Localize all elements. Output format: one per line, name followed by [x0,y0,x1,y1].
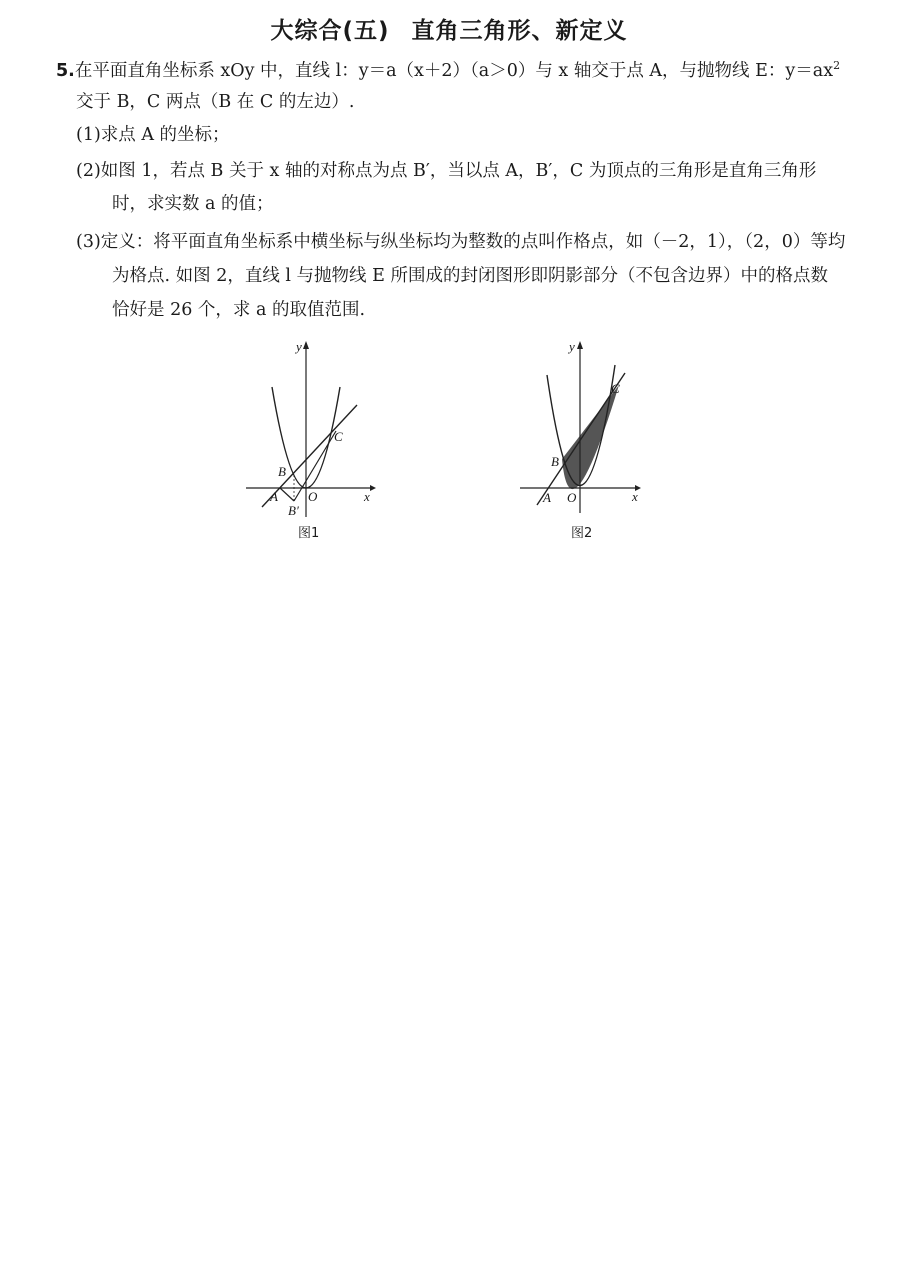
fig1-label-b: B [278,464,286,479]
fig1-label-bprime: B′ [288,503,299,518]
part3-line3: 恰好是 26 个，求 a 的取值范围. [112,300,366,320]
fig2-label-b: B [551,454,559,469]
fig1-label-a: A [270,489,278,504]
fig2-label-c: C [611,381,620,396]
fig1-label-o: O [308,489,318,504]
figure-1-graph [240,335,380,520]
figure-2-caption: 图2 [571,526,593,541]
part1-line: (1)求点 A 的坐标； [76,125,230,145]
figure-2 [515,335,650,515]
title-part2: 直角三角形、新定义 [411,18,628,44]
fig2-y-arrow [577,341,583,349]
fig1-label-y: y [296,339,302,354]
problem-stem-line2: 交于 B，C 两点（B 在 C 的左边）. [76,92,355,112]
part3-line2: 为格点. 如图 2，直线 l 与抛物线 E 所围成的封闭图形即阴影部分（不包含边界）中的格点数 [112,266,828,286]
figure-2-graph [515,335,650,515]
problem-number: 5. [56,60,75,81]
figure-1 [240,335,380,520]
figure-1-caption: 图1 [298,526,320,541]
page-title [0,12,898,45]
fig1-label-c: C [334,429,343,444]
fig2-label-x: x [632,489,638,504]
part3-line1: (3)定义：将平面直角坐标系中横坐标与纵坐标均为整数的点叫作格点，如（－2，1），（2，0）等均 [76,232,846,252]
stem-text-1: 在平面直角坐标系 xOy 中，直线 l：y＝a（x＋2）（a＞0）与 x 轴交于点 A，与抛物线 E：y＝ax [74,60,834,81]
fig1-label-x: x [364,489,370,504]
fig1-y-arrow [303,341,309,349]
fig2-label-o: O [567,490,577,505]
part2-line1: (2)如图 1，若点 B 关于 x 轴的对称点为点 B′，当以点 A，B′，C 为顶点的三角形是直角三角形 [76,161,817,181]
title-part1: 大综合(五) [270,18,390,44]
part2-line2: 时，求实数 a 的值； [112,194,274,214]
problem-stem-line1 [56,55,840,82]
fig2-label-a: A [543,490,551,505]
fig2-label-y: y [569,339,575,354]
stem-superscript: 2 [833,59,841,72]
fig1-x-arrow [370,485,376,491]
fig1-segment-ab [280,488,294,501]
